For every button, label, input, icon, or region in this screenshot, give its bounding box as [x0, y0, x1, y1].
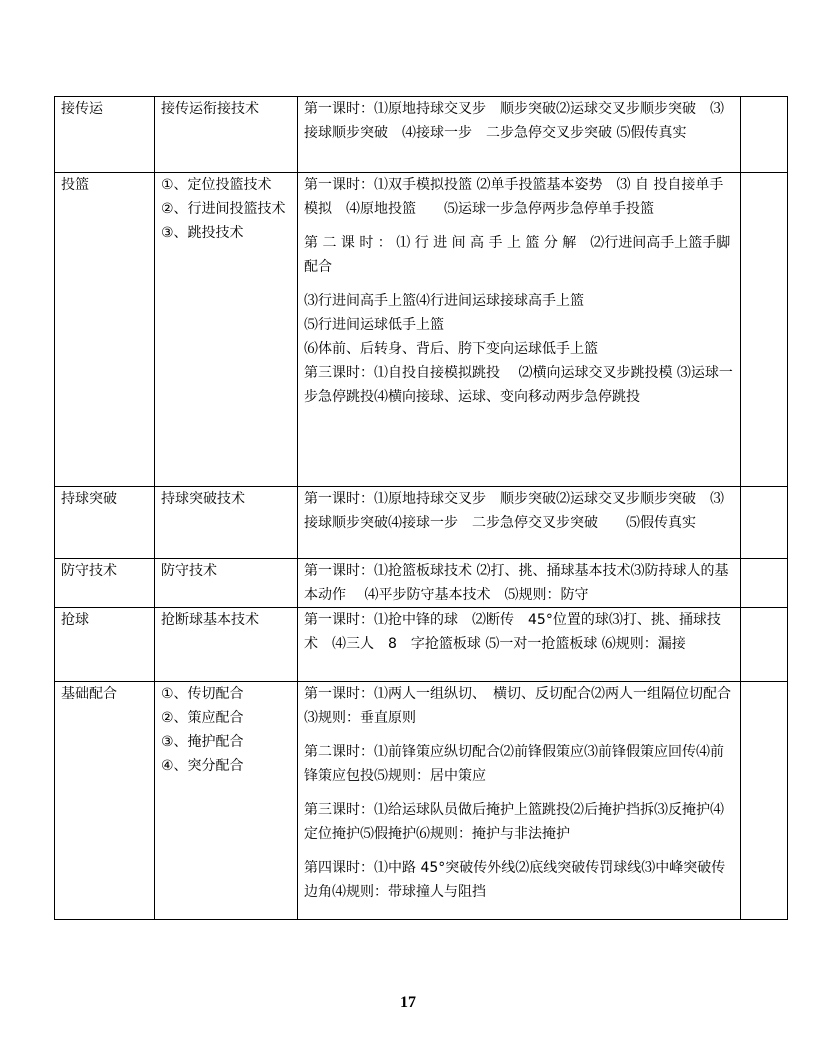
- table-row: [55, 608, 788, 682]
- lesson-text: ⑶行进间高手上篮⑷行进间运球接球高手上篮: [304, 293, 584, 309]
- technique-item: ①、定位投篮技术: [161, 177, 272, 193]
- technique-item: 防守技术: [161, 563, 217, 579]
- lesson-text: ⑸行进间运球低手上篮: [304, 317, 444, 333]
- category-label: 抢球: [61, 612, 89, 628]
- lesson-text: 第一课时：⑴抢篮板球技术 ⑵打、挑、捅球基本技术⑶防持球人的基本动作 ⑷平步防守基本技术 ⑸规则：防守: [304, 563, 729, 603]
- technique-item: ③、跳投技术: [161, 225, 244, 241]
- lesson-text: 第一课时：⑴双手模拟投篮 ⑵单手投篮基本姿势 ⑶ 自 投自接单手模拟 ⑷原地投篮 ⑸运球一步急停两步急停单手投篮: [304, 177, 724, 217]
- technique-item: 接传运衔接技术: [161, 101, 259, 117]
- blank-cell: [741, 608, 788, 682]
- category-cell: [55, 608, 155, 682]
- technique-item: ①、传切配合: [161, 686, 244, 702]
- blank-cell: [741, 487, 788, 559]
- table-row: [55, 97, 788, 173]
- lesson-text: 第一课时：⑴原地持球交叉步 顺步突破⑵运球交叉步顺步突破 ⑶接球顺步突破⑷接球一步 二步急停交叉步突破 ⑸假传真实: [304, 491, 724, 531]
- technique-cell: [155, 559, 298, 608]
- lesson-cell: [298, 608, 741, 682]
- lesson-text: 第三课时：⑴自投自接模拟跳投 ⑵横向运球交叉步跳投模 ⑶运球一步急停跳投⑷横向接球、运球、变向移动两步急停跳投: [304, 365, 733, 405]
- lesson-cell: [298, 173, 741, 487]
- technique-item: ②、行进间投篮技术: [161, 201, 286, 217]
- category-cell: [55, 173, 155, 487]
- category-cell: [55, 559, 155, 608]
- technique-cell: [155, 173, 298, 487]
- technique-cell: [155, 97, 298, 173]
- lesson-text: 第一课时：⑴抢中锋的球 ⑵断传 45°位置的球⑶打、挑、捅球技术 ⑷三人 8 字抢篮板球 ⑸一对一抢篮板球 ⑹规则：漏接: [304, 612, 721, 652]
- category-label: 持球突破: [61, 491, 117, 507]
- category-cell: [55, 97, 155, 173]
- category-label: 防守技术: [61, 563, 117, 579]
- technique-item: ②、策应配合: [161, 710, 244, 726]
- category-cell: [55, 682, 155, 920]
- lesson-text: 第二课时：⑴前锋策应纵切配合⑵前锋假策应⑶前锋假策应回传⑷前锋策应包投⑸规则：居中策应: [304, 744, 724, 784]
- lesson-text: ⑹体前、后转身、背后、胯下变向运球低手上篮: [304, 341, 598, 357]
- technique-item: ③、掩护配合: [161, 734, 244, 750]
- technique-cell: [155, 682, 298, 920]
- table-row: [55, 682, 788, 920]
- lesson-text: 第 二 课 时 ： ⑴ 行 进 间 高 手 上 篮 分 解 ⑵行进间高手上篮手脚配合: [304, 235, 731, 275]
- technique-item: 持球突破技术: [161, 491, 245, 507]
- technique-item: 抢断球基本技术: [161, 612, 259, 628]
- technique-cell: [155, 487, 298, 559]
- category-label: 基础配合: [61, 686, 117, 702]
- blank-cell: [741, 682, 788, 920]
- lesson-cell: [298, 559, 741, 608]
- lesson-cell: [298, 97, 741, 173]
- category-label: 接传运: [61, 101, 103, 117]
- technique-cell: [155, 608, 298, 682]
- table-row: [55, 173, 788, 487]
- lesson-text: 第一课时：⑴原地持球交叉步 顺步突破⑵运球交叉步顺步突破 ⑶接球顺步突破 ⑷接球一步 二步急停交叉步突破 ⑸假传真实: [304, 101, 724, 141]
- table-row: [55, 559, 788, 608]
- technique-item: ④、突分配合: [161, 758, 244, 774]
- lesson-text: 第四课时：⑴中路 45°突破传外线⑵底线突破传罚球线⑶中峰突破传边角⑷规则：带球撞人与阻挡: [304, 860, 726, 900]
- course-table: [54, 96, 788, 920]
- blank-cell: [741, 97, 788, 173]
- lesson-text: 第一课时：⑴两人一组纵切、 横切、反切配合⑵两人一组隔位切配合 ⑶规则：垂直原则: [304, 686, 745, 726]
- lesson-text: 第三课时：⑴给运球队员做后掩护上篮跳投⑵后掩护挡拆⑶反掩护⑷定位掩护⑸假掩护⑹规则：掩护与非法掩护: [304, 802, 724, 842]
- blank-cell: [741, 559, 788, 608]
- category-cell: [55, 487, 155, 559]
- category-label: 投篮: [61, 177, 89, 193]
- lesson-cell: [298, 682, 745, 920]
- page-number: 17: [400, 994, 416, 1011]
- blank-cell: [741, 173, 788, 487]
- table-row: [55, 487, 788, 559]
- lesson-cell: [298, 487, 741, 559]
